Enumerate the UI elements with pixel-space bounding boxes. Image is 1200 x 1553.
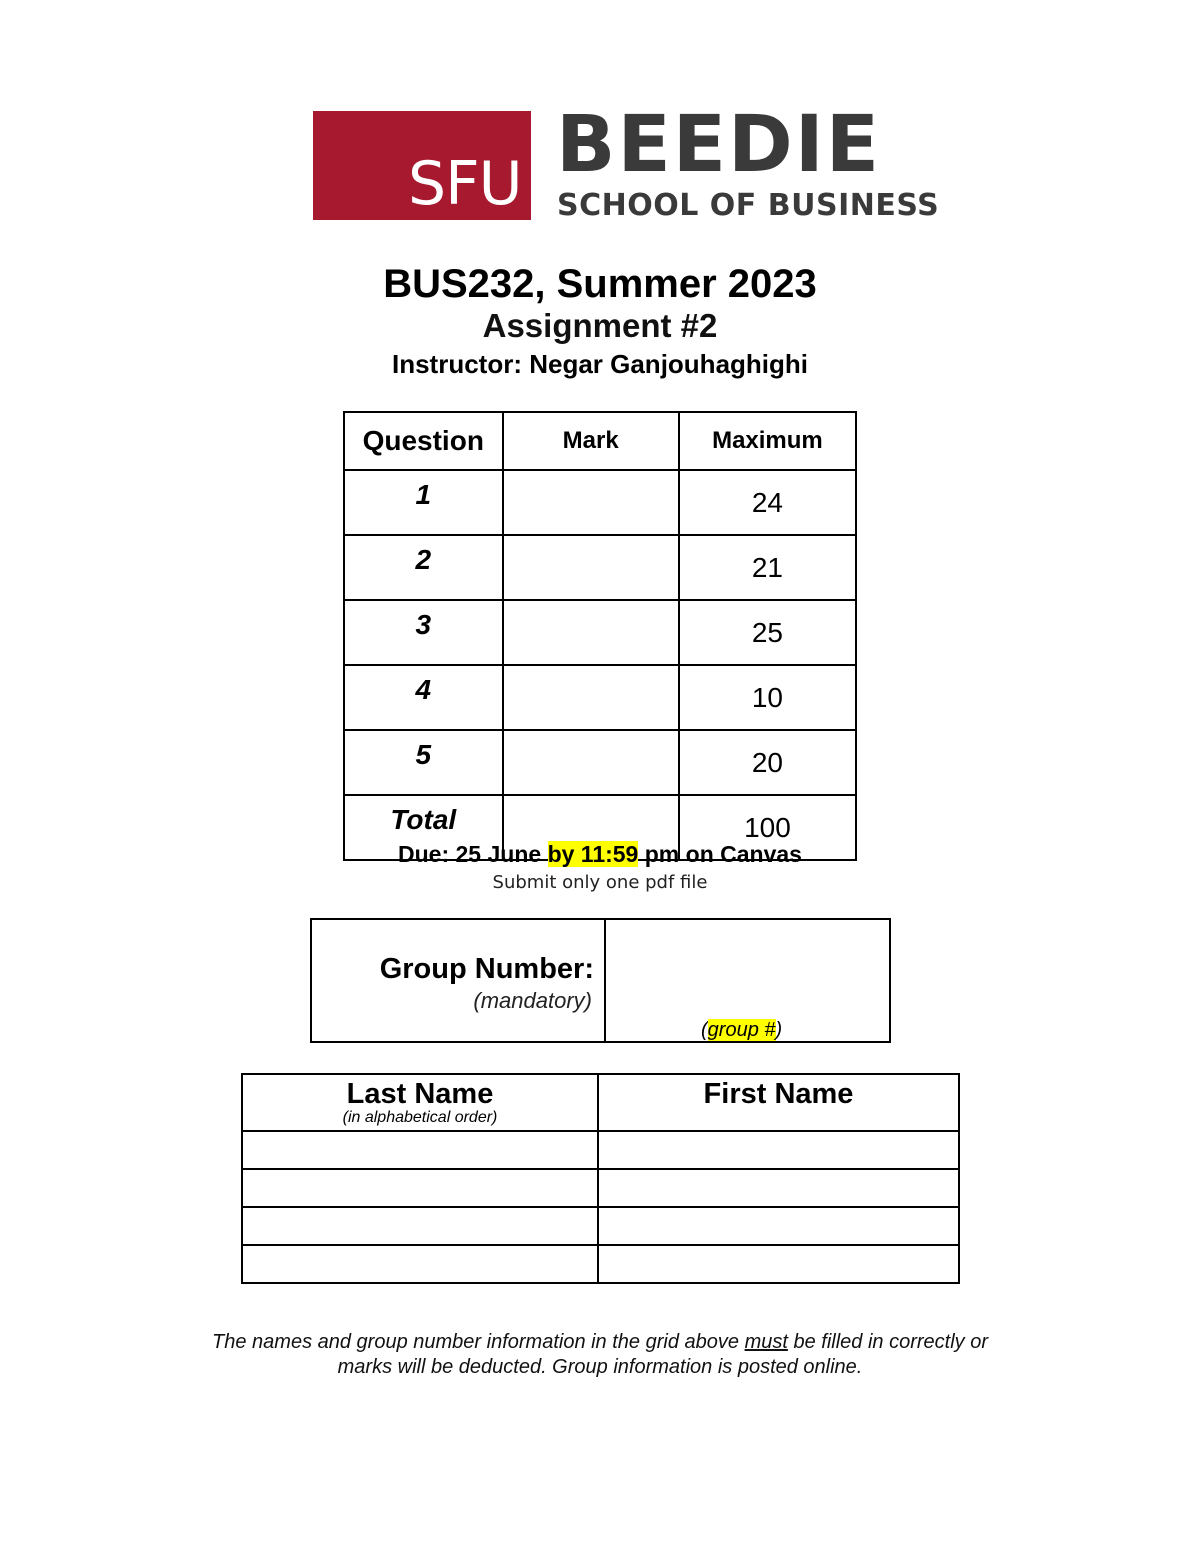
- mark-cell[interactable]: [503, 665, 679, 730]
- group-label-cell: [311, 919, 605, 1042]
- marks-header-row: [344, 412, 856, 470]
- mark-cell[interactable]: [503, 470, 679, 535]
- due-time-highlight: by 11:59: [547, 841, 639, 867]
- due-suffix: pm on Canvas: [638, 841, 802, 867]
- table-row: [242, 1245, 959, 1283]
- last-name-cell[interactable]: [242, 1131, 598, 1169]
- must-emphasis: must: [744, 1331, 788, 1353]
- mark-cell[interactable]: [503, 535, 679, 600]
- table-row: [242, 1169, 959, 1207]
- marks-table: [343, 411, 857, 861]
- due-prefix: Due: 25 June: [398, 841, 548, 867]
- group-number-field[interactable]: [605, 919, 890, 1042]
- footer-line-1: The names and group number information in the grid above must be filled in correctly or: [212, 1331, 988, 1353]
- instructor-line: Instructor: Negar Ganjouhaghighi: [391, 349, 808, 379]
- sfu-logo-block: [313, 111, 531, 220]
- table-row: [344, 730, 856, 795]
- maximum-value: 21: [679, 535, 856, 600]
- question-header: Question: [344, 412, 503, 470]
- first-name-header: First Name: [598, 1074, 959, 1131]
- school-of-business-text: SCHOOL OF BUSINESS: [557, 188, 940, 223]
- first-name-cell[interactable]: [598, 1245, 959, 1283]
- table-row: [344, 470, 856, 535]
- assignment-title: Assignment #2: [482, 307, 718, 344]
- first-name-cell[interactable]: [598, 1169, 959, 1207]
- table-row: [242, 1207, 959, 1245]
- total-maximum-value: 100: [679, 795, 856, 860]
- question-number: 4: [344, 665, 503, 730]
- table-row: [242, 1131, 959, 1169]
- maximum-header: Maximum: [679, 412, 856, 470]
- names-table: [241, 1073, 960, 1284]
- maximum-value: 20: [679, 730, 856, 795]
- table-row: [344, 600, 856, 665]
- group-number-box: [310, 918, 891, 1043]
- mark-header: Mark: [503, 412, 679, 470]
- mark-cell[interactable]: [503, 600, 679, 665]
- submit-note: Submit only one pdf file: [492, 872, 708, 893]
- group-number-label: Group Number:: [379, 953, 594, 985]
- mark-cell[interactable]: [503, 730, 679, 795]
- course-title: BUS232, Summer 2023: [383, 262, 817, 306]
- question-number: 2: [344, 535, 503, 600]
- question-number: 1: [344, 470, 503, 535]
- first-name-cell[interactable]: [598, 1207, 959, 1245]
- question-number: 5: [344, 730, 503, 795]
- last-name-header: Last Name (in alphabetical order): [242, 1074, 598, 1131]
- question-number: 3: [344, 600, 503, 665]
- sfu-logo-text: SFU: [408, 149, 522, 219]
- table-row: [344, 665, 856, 730]
- total-label: Total: [344, 795, 503, 860]
- maximum-value: 10: [679, 665, 856, 730]
- table-row: [344, 535, 856, 600]
- group-mandatory-note: (mandatory): [473, 988, 592, 1013]
- last-name-cell[interactable]: [242, 1245, 598, 1283]
- maximum-value: 25: [679, 600, 856, 665]
- beedie-logo-text: BEEDIE: [556, 100, 882, 190]
- first-name-cell[interactable]: [598, 1131, 959, 1169]
- maximum-value: 24: [679, 470, 856, 535]
- names-header-row: [242, 1074, 959, 1131]
- group-hint-highlight: group #: [707, 1019, 776, 1041]
- group-hint: (group #): [701, 1019, 783, 1041]
- alphabetical-order-note: (in alphabetical order): [342, 1109, 498, 1126]
- last-name-cell[interactable]: [242, 1169, 598, 1207]
- footer-line-2: marks will be deducted. Group information is posted online.: [337, 1356, 863, 1378]
- due-line: [0, 839, 1200, 869]
- last-name-cell[interactable]: [242, 1207, 598, 1245]
